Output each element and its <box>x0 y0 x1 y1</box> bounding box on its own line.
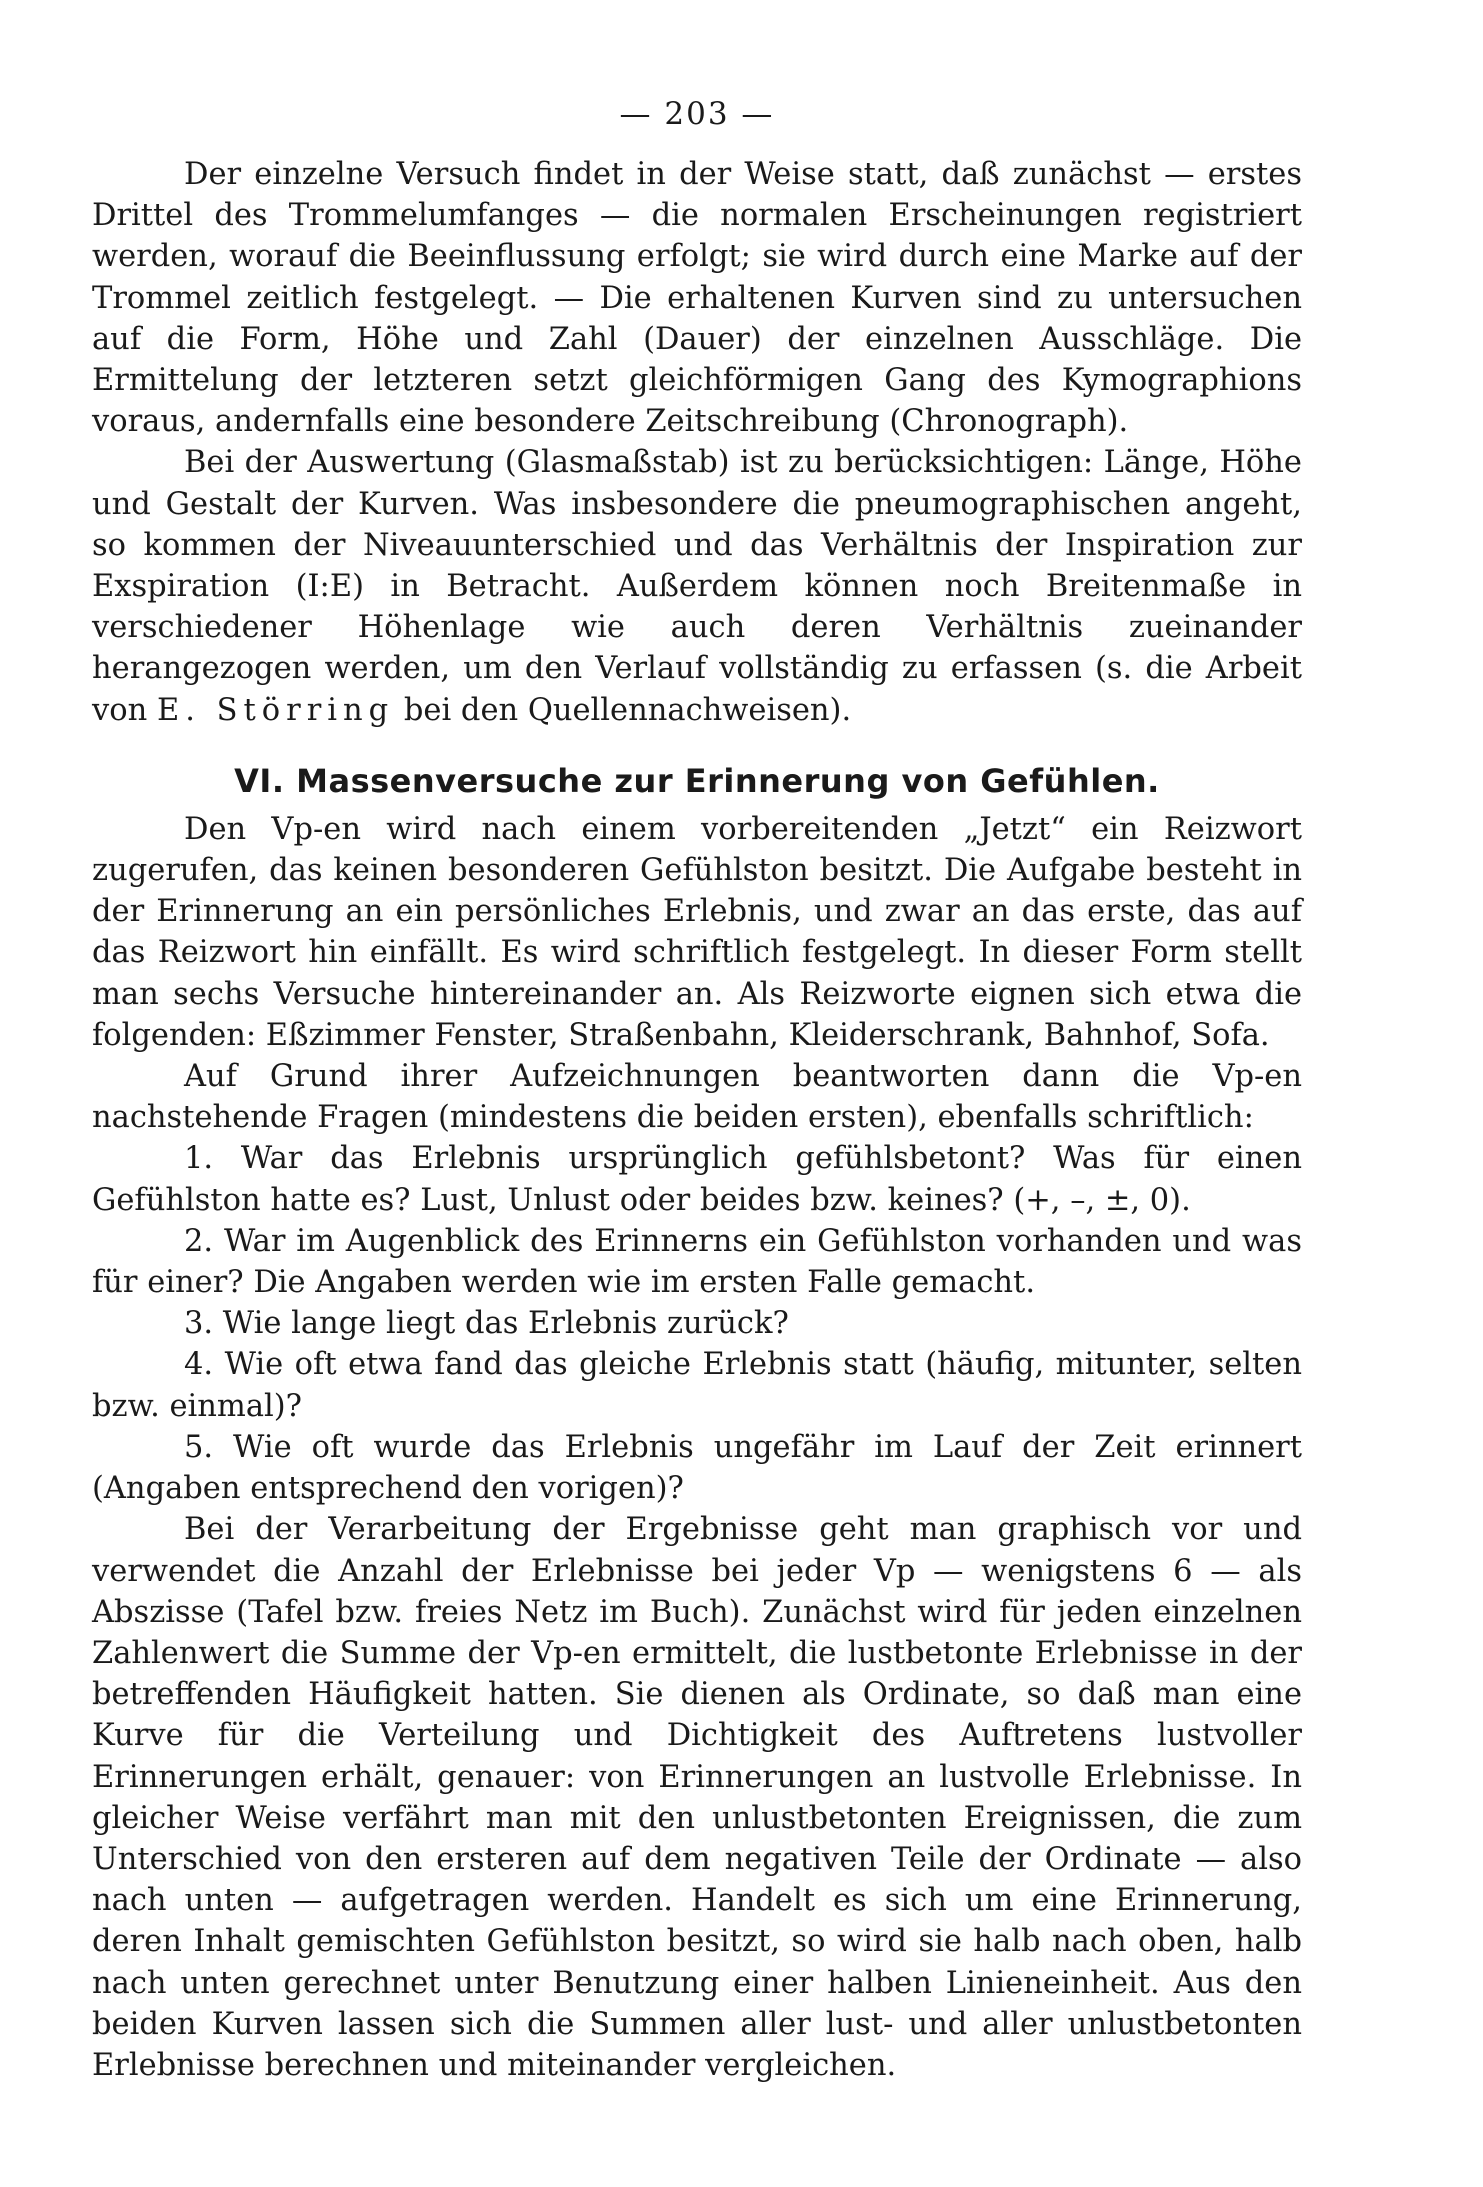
page-number: — 203 — <box>619 96 775 132</box>
question-item: 1. War das Erlebnis ursprünglich gefühlsbetont? Was für einen Gefühlston hatte es? Lust, Unlust oder beides bzw. keines? (+, –, ±, 0). <box>92 1141 1302 1218</box>
paragraph-evaluation-tail: bei den Quellennachweisen). <box>403 692 852 728</box>
paragraph-evaluation <box>92 442 1302 730</box>
question-item: 4. Wie oft etwa fand das gleiche Erlebnis statt (häufig, mitunter, selten bzw. einmal)? <box>92 1347 1302 1424</box>
question-item: 3. Wie lange liegt das Erlebnis zurück? <box>184 1306 789 1342</box>
section-heading: VI. Massenversuche zur Erinnerung von Gefühlen. <box>234 761 1160 800</box>
question-item: 5. Wie oft wurde das Erlebnis ungefähr im Lauf der Zeit erinnert (Angaben entsprechend den vorigen)? <box>92 1429 1302 1507</box>
document-page <box>92 96 1302 2086</box>
paragraph-method: Den Vp-en wird nach einem vorbereitenden „Jetzt“ ein Reizwort zugerufen, das keinen besonderen Gefühlston besitzt. Die Aufgabe besteht in der Erinnerung an ein persönliches Erlebnis, und zwar an das erste, das auf das Reizwort hin einfällt. Es wird schriftlich festgelegt. In dieser Form stellt man sechs Versuche hintereinander an. Als Reizworte eignen sich etwa die folgenden: Eßzimmer Fenster, Straßenbahn, Kleiderschrank, Bahnhof, Sofa. <box>92 811 1302 1053</box>
paragraph-questions-intro: Auf Grund ihrer Aufzeichnungen beantworten dann die Vp-en nachstehende Fragen (mindestens die beiden ersten), ebenfalls schriftlich: <box>92 1059 1302 1136</box>
question-item: 2. War im Augenblick des Erinnerns ein Gefühlston vorhanden und was für einer? Die Angaben werden wie im ersten Falle gemacht. <box>92 1223 1302 1301</box>
paragraph-experiment-procedure: Der einzelne Versuch findet in der Weise statt, daß zunächst — erstes Drittel des Trommelumfanges — die normalen Erscheinungen registriert werden, worauf die Beeinflussung erfolgt; sie wird durch eine Marke auf der Trommel zeitlich festgelegt. — Die erhaltenen Kurven sind zu untersuchen auf die Form, Höhe und Zahl (Dauer) der einzelnen Ausschläge. Die Ermittelung der letzteren setzt gleichförmigen Gang des Kymographions voraus, andernfalls eine besondere Zeitschreibung (Chronograph). <box>92 157 1302 440</box>
paragraph-analysis: Bei der Verarbeitung der Ergebnisse geht man graphisch vor und verwendet die Anzahl der Erlebnisse bei jeder Vp — wenigstens 6 — als Abszisse (Tafel bzw. freies Netz im Buch). Zunächst wird für jeden einzelnen Zahlenwert die Summe der Vp-en ermittelt, die lustbetonte Erlebnisse in der betreffenden Häufigkeit hatten. Sie dienen als Ordinate, so daß man eine Kurve für die Verteilung und Dichtigkeit des Auftretens lustvoller Erinnerungen erhält, genauer: von Erinnerungen an lustvolle Erlebnisse. In gleicher Weise verfährt man mit den unlustbetonten Ereignissen, die zum Unterschied von den ersteren auf dem negativen Teile der Ordinate — also nach unten — aufgetragen werden. Handelt es sich um eine Erinnerung, deren Inhalt gemischten Gefühlston besitzt, so wird sie halb nach oben, halb nach unten gerechnet unter Benutzung einer halben Linieneinheit. Aus den beiden Kurven lassen sich die Summen aller lust- und aller unlustbetonten Erlebnisse berechnen und miteinander vergleichen. <box>92 1512 1302 2083</box>
paragraph-evaluation-text: Bei der Auswertung (Glasmaßstab) ist zu berücksichtigen: Länge, Höhe und Gestalt der Kurven. Was insbesondere die pneumographischen angeht, so kommen der Niveauunterschied und das Verhältnis der Inspiration zur Exspiration (I:E) in Betracht. Außerdem können noch Breitenmaße in verschiedener Höhenlage wie auch deren Verhältnis zueinander herangezogen werden, um den Verlauf vollständig zu erfassen (s. die Arbeit von <box>92 445 1302 728</box>
author-name: E. Störring <box>156 692 395 728</box>
